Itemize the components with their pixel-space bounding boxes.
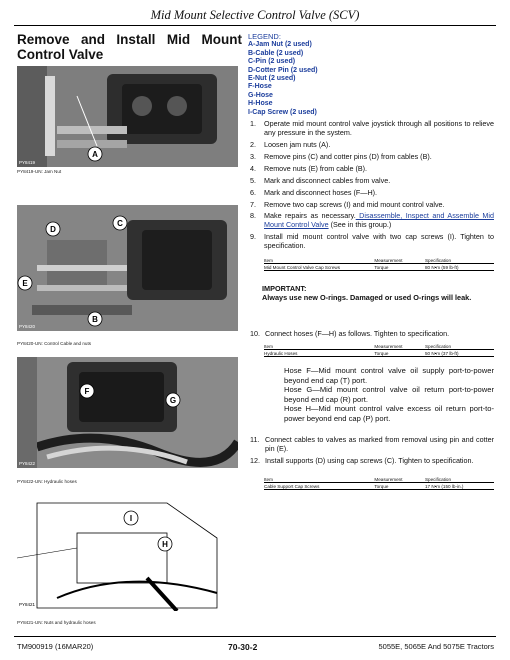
- footer-page-number: 70-30-2: [228, 642, 258, 652]
- callout-c: [112, 215, 128, 231]
- photo-nuts-hoses: [17, 498, 238, 611]
- callout-f: [79, 383, 95, 399]
- important-note: [262, 285, 494, 302]
- svg-text:E: E: [22, 279, 28, 288]
- important-text: Always use new O-rings. Damaged or used O-rings will leak.: [262, 292, 472, 302]
- hose-note: Hose F—Mid mount control valve oil supply port-to-power beyond end cap (T) port.: [284, 366, 494, 385]
- spec-table: Item Measurement Specification Hydraulic Hoses Torque 50 N•m (37 lb-ft): [264, 343, 494, 357]
- legend-item: I-Cap Screw (2 used): [248, 108, 317, 116]
- legend-item: F-Hose: [248, 83, 272, 91]
- step: 1. Operate mid mount control valve joystick through all positions to relieve any pressure in the system.: [250, 119, 494, 137]
- callout-g: [165, 392, 181, 408]
- legend-item: D-Cotter Pin (2 used): [248, 66, 318, 74]
- legend-item: C-Pin (2 used): [248, 58, 296, 66]
- step: 8. Make repairs as necessary. Disassemble, Inspect and Assemble Mid Mount Control Valve (See in this group.): [250, 211, 494, 230]
- photo-hydraulic-hoses-drawing: [17, 357, 238, 468]
- step: 7. Remove two cap screws (I) and mid mount control valve.: [250, 199, 445, 209]
- steps-list: [250, 120, 494, 250]
- legend-item: E-Nut (2 used): [248, 75, 296, 83]
- svg-text:A: A: [92, 150, 98, 159]
- photo-id: PY8420: [19, 324, 36, 329]
- photo-caption: PY8421-UN: Nuts and hydraulic hoses: [17, 620, 96, 625]
- legend-item: A-Jam Nut (2 used): [248, 41, 312, 49]
- spec-table: Item Measurement Specification Cable Support Cap Screws Torque 17 N•m (150 lb-in.): [264, 476, 494, 490]
- photo-hydraulic-hoses: [17, 357, 238, 468]
- step: 3. Remove pins (C) and cotter pins (D) from cables (B).: [250, 151, 432, 161]
- svg-text:B: B: [92, 315, 98, 324]
- hose-note: Hose H—Mid mount control valve excess oil return port-to-power beyond end cap (P) port.: [284, 404, 494, 423]
- step: 2. Loosen jam nuts (A).: [250, 139, 331, 149]
- page-header-title: Mid Mount Selective Control Valve (SCV): [150, 8, 360, 22]
- legend-item: H-Hose: [248, 100, 273, 108]
- step: 12. Install supports (D) using cap screws (C). Tighten to specification.: [250, 455, 474, 465]
- steps-list: [250, 330, 494, 339]
- callout-e: [17, 275, 33, 291]
- callout-h: [157, 536, 173, 552]
- photo-id: PY8422: [19, 461, 36, 466]
- step: 4. Remove nuts (E) from cable (B).: [250, 163, 368, 173]
- header-rule: [14, 25, 496, 26]
- callout-a: [87, 146, 103, 162]
- step: 11. Connect cables to valves as marked from removal using pin and cotter pin (E).: [250, 435, 494, 453]
- photo-caption: PY8419-UN: Jam Nut: [17, 169, 62, 174]
- important-label: IMPORTANT:: [262, 284, 307, 293]
- photo-id: PY8419: [19, 160, 36, 165]
- legend-item: B-Cable (2 used): [248, 49, 304, 57]
- callout-i: [123, 510, 139, 526]
- callout-b: [87, 311, 103, 327]
- svg-text:G: G: [169, 396, 177, 405]
- hose-note: Hose G—Mid mount control valve oil return port-to-power beyond end cap (R) port.: [284, 385, 494, 404]
- svg-text:F: F: [84, 387, 90, 396]
- step: 10. Connect hoses (F—H) as follows. Tighten to specification.: [250, 329, 450, 338]
- link-disassemble-inspect-assemble[interactable]: Disassemble, Inspect and Assemble Mid Mount Control Valve: [264, 211, 494, 230]
- svg-text:H: H: [162, 540, 168, 549]
- legend-heading: LEGEND:: [248, 32, 281, 41]
- svg-text:D: D: [50, 225, 56, 234]
- spec-table: Item Measurement Specification Mid Mount Control Valve Cap Screws Torque 80 N•m (59 lb-ft): [264, 257, 494, 271]
- photo-jam-nut: [17, 66, 238, 167]
- photo-caption: PY8420-UN: Control Cable and nuts: [17, 341, 92, 346]
- photo-caption: PY8422-UN: Hydraulic hoses: [17, 479, 77, 484]
- step: 5. Mark and disconnect cables from valve.: [250, 175, 391, 185]
- footer-rule: [14, 636, 496, 637]
- step: 9. Install mid mount control valve with two cap screws (I). Tighten to specification.: [250, 232, 494, 250]
- steps-list: [250, 436, 494, 465]
- legend: [248, 33, 318, 117]
- section-title: Remove and Install Mid Mount Control Valve: [17, 32, 242, 62]
- footer-doc-id: TM900919 (16MAR20): [17, 642, 94, 651]
- photo-jam-nut-drawing: [17, 66, 238, 167]
- step: 6. Mark and disconnect hoses (F—H).: [250, 187, 378, 197]
- svg-text:I: I: [129, 514, 133, 523]
- photo-control-cable: [17, 205, 238, 331]
- callout-d: [45, 221, 61, 237]
- photo-id: PY8421: [19, 602, 36, 607]
- hose-notes: [284, 366, 494, 424]
- legend-item: G-Hose: [248, 91, 273, 99]
- footer-model: 5055E, 5065E And 5075E Tractors: [378, 642, 494, 651]
- svg-text:C: C: [117, 219, 123, 228]
